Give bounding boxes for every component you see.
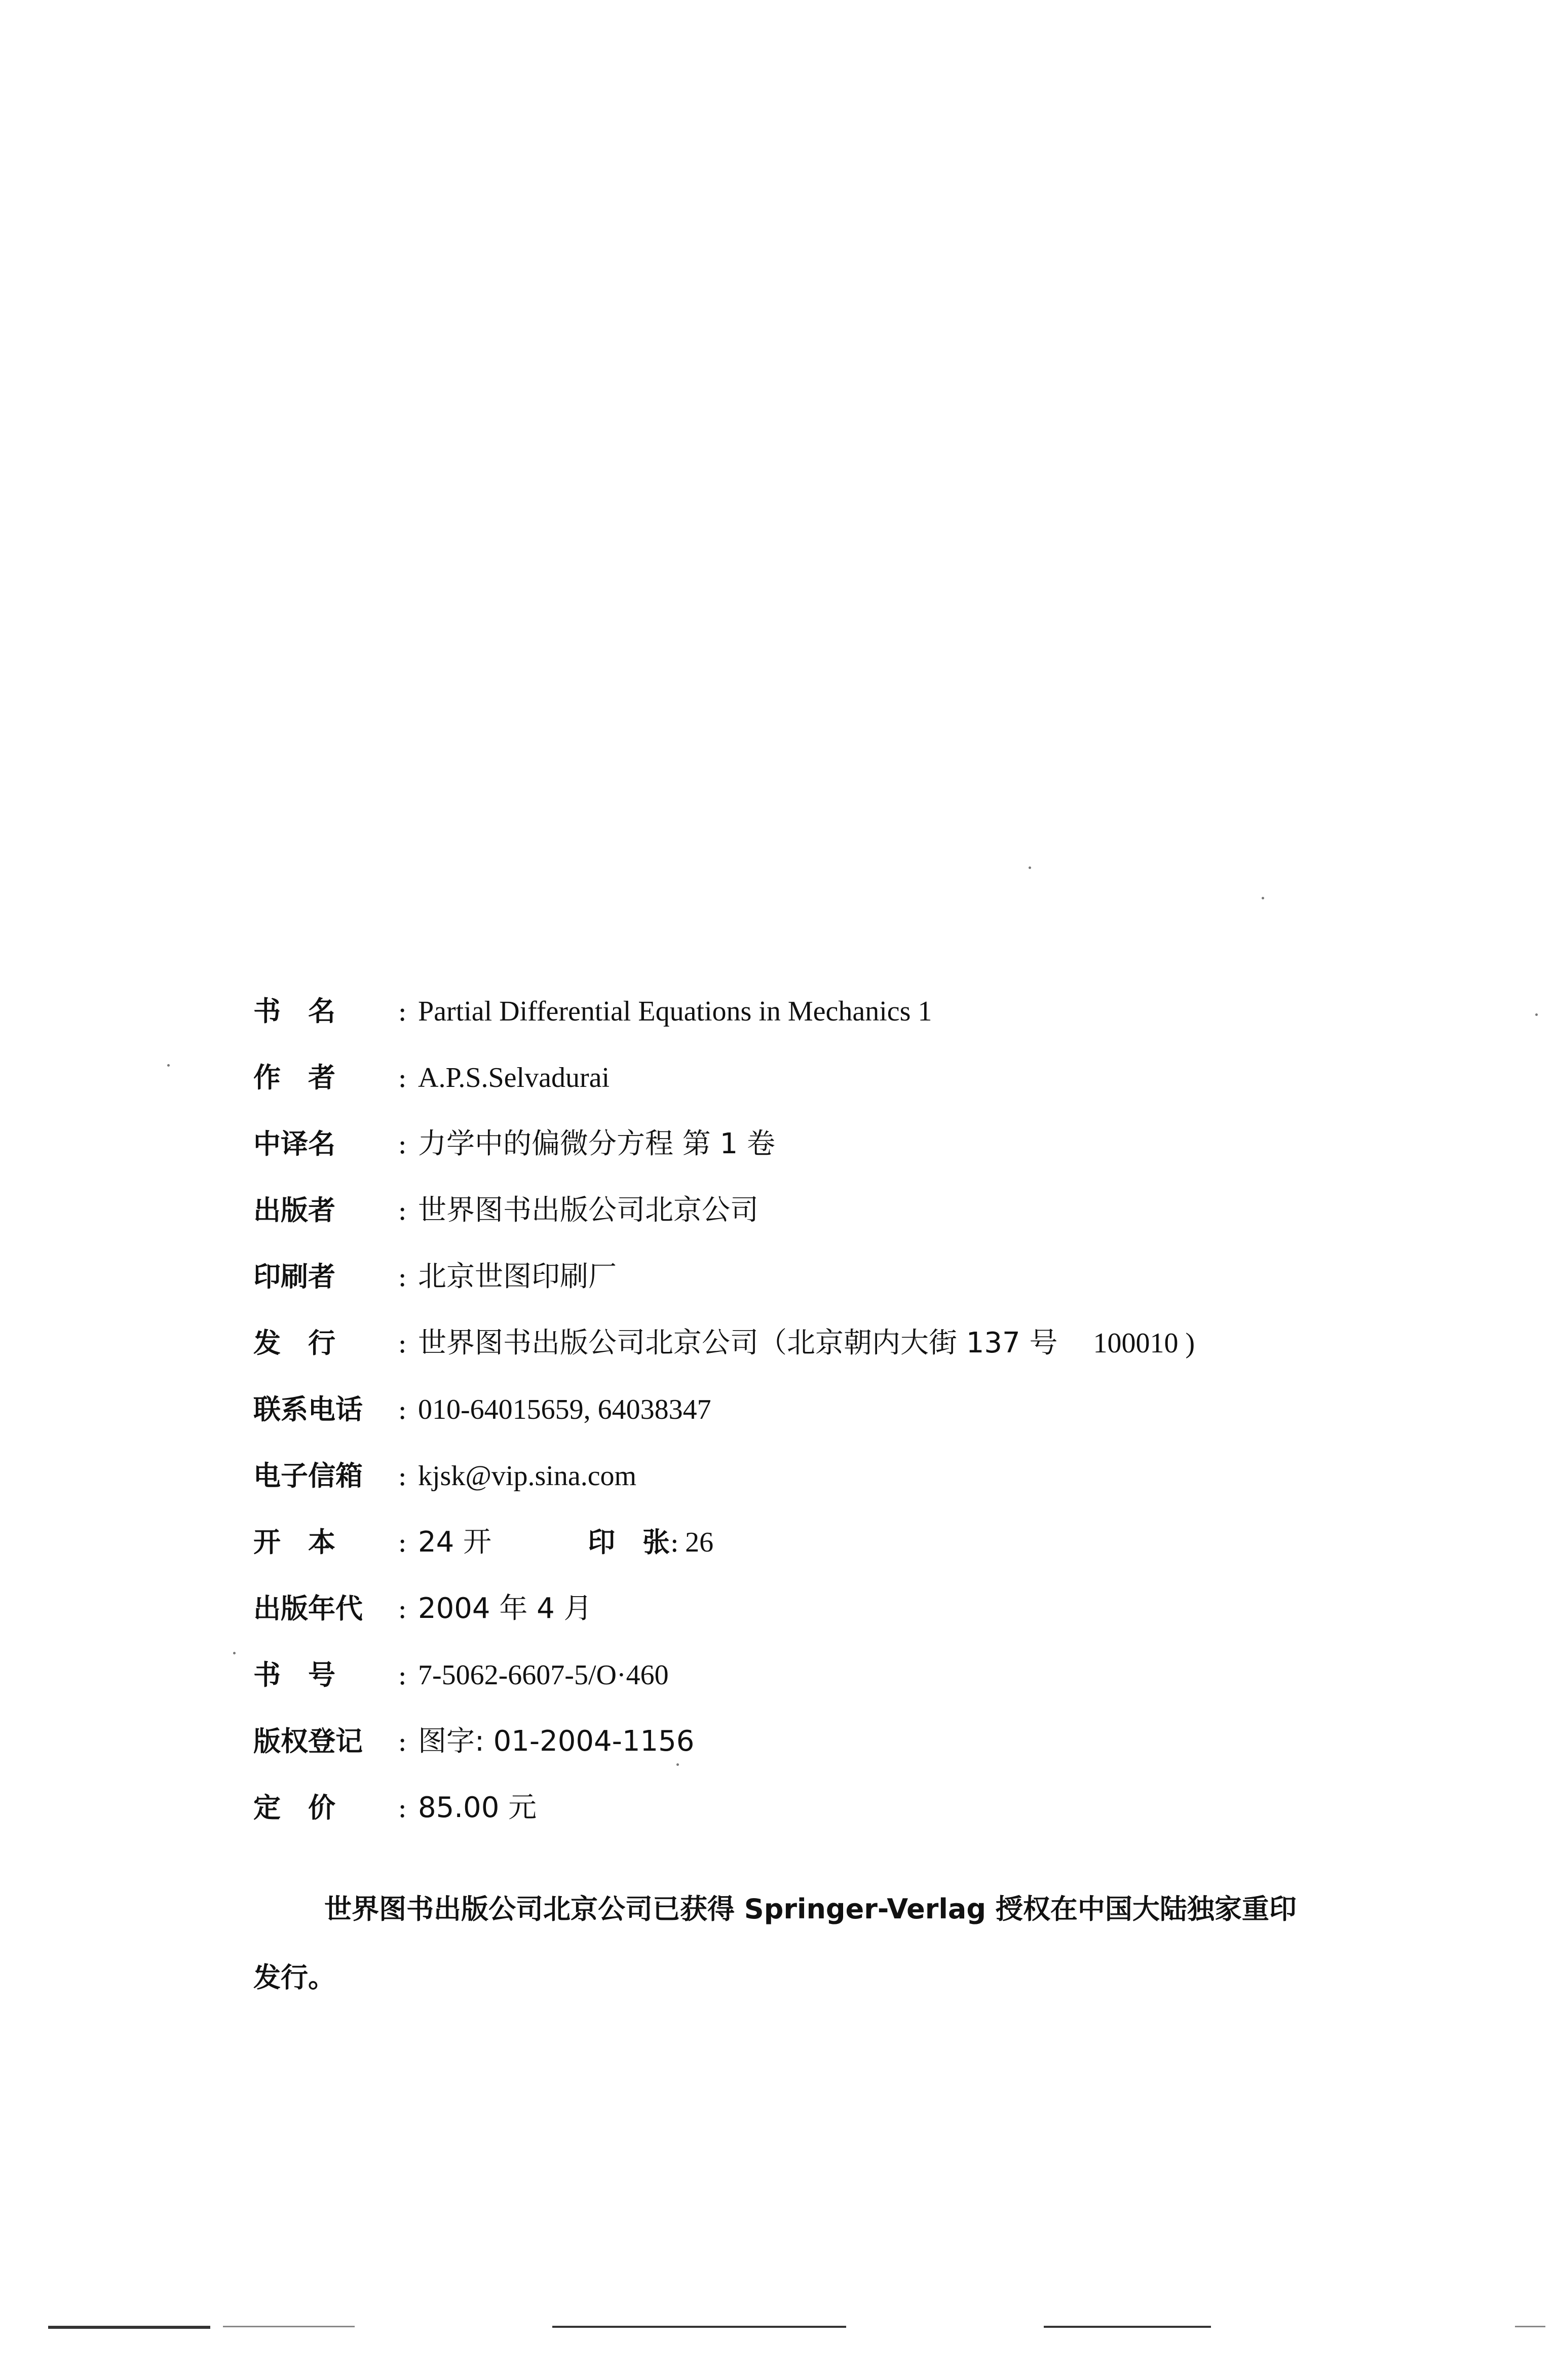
reprint-rights-note: 世界图书出版公司北京公司已获得 Springer-Verlag 授权在中国大陆独家重印发行。 — [253, 1893, 1297, 1993]
value-distributor-postcode: 100010 ) — [1093, 1327, 1195, 1359]
colon: : — [398, 1459, 407, 1492]
scan-speck — [233, 1652, 236, 1654]
value-copyright-registration: 图字: 01-2004-1156 — [418, 1724, 695, 1758]
row-copyright-registration — [253, 1708, 1398, 1774]
row-printer — [253, 1243, 1398, 1310]
value-title: Partial Differential Equations in Mechanics 1 — [418, 995, 932, 1027]
value-sheets: 26 — [685, 1526, 714, 1558]
label-chinese-title: 中译名 — [253, 1127, 335, 1160]
value-isbn: 7-5062-6607-5/O·460 — [418, 1659, 669, 1691]
colon: : — [398, 1194, 407, 1226]
value-publication-date: 2004 年 4 月 — [418, 1592, 592, 1625]
colon: : — [398, 1260, 407, 1293]
label-phone: 联系电话 — [253, 1393, 363, 1425]
row-chinese-title — [253, 1111, 1398, 1177]
scan-speck — [1262, 897, 1264, 899]
value-format: 24 开 — [418, 1525, 492, 1559]
label-publisher: 出版者 — [253, 1194, 335, 1226]
row-author — [253, 1044, 1398, 1111]
label-copyright-registration: 版权登记 — [253, 1725, 363, 1757]
colon: : — [398, 1791, 407, 1824]
scan-speck — [1029, 866, 1031, 869]
value-phone: 010-64015659, 64038347 — [418, 1393, 711, 1425]
value-publisher: 世界图书出版公司北京公司 — [418, 1193, 758, 1227]
colon: : — [398, 1592, 407, 1625]
colon: : — [670, 1526, 679, 1558]
colon: : — [398, 1658, 407, 1691]
colophon-block — [253, 978, 1398, 1841]
rule-segment — [552, 2326, 846, 2328]
colon: : — [398, 1127, 407, 1160]
colon: : — [398, 1061, 407, 1093]
scan-speck — [167, 1064, 170, 1067]
value-chinese-title: 力学中的偏微分方程 第 1 卷 — [418, 1127, 776, 1160]
label-printer: 印刷者 — [253, 1260, 335, 1293]
label-isbn: 书 号 — [253, 1658, 335, 1691]
colon: : — [398, 1725, 407, 1757]
colon: : — [398, 1327, 407, 1359]
row-distributor — [253, 1310, 1398, 1376]
value-printer: 北京世图印刷厂 — [418, 1260, 617, 1293]
scan-speck — [676, 1763, 679, 1766]
label-publication-date: 出版年代 — [253, 1592, 363, 1625]
row-price — [253, 1774, 1398, 1841]
label-title: 书 名 — [253, 995, 335, 1027]
value-distributor: 世界图书出版公司北京公司（北京朝内大街 137 号 — [418, 1326, 1058, 1359]
value-email: kjsk@vip.sina.com — [418, 1460, 637, 1492]
row-publication-date — [253, 1575, 1398, 1642]
colon: : — [398, 1393, 407, 1425]
rule-segment — [1044, 2326, 1211, 2328]
row-format — [253, 1509, 1398, 1575]
rule-segment — [223, 2326, 355, 2327]
colon: : — [398, 995, 407, 1027]
bottom-scan-rule — [0, 2326, 1555, 2336]
row-publisher — [253, 1177, 1398, 1243]
label-email: 电子信箱 — [253, 1459, 363, 1492]
row-title — [253, 978, 1398, 1044]
row-isbn — [253, 1642, 1398, 1708]
label-price: 定 价 — [253, 1791, 335, 1824]
label-sheets: 印 张 — [588, 1526, 670, 1558]
rule-segment — [48, 2326, 210, 2329]
rule-segment — [1515, 2326, 1545, 2327]
value-price: 85.00 元 — [418, 1791, 537, 1824]
scan-speck — [1535, 1013, 1538, 1016]
label-format: 开 本 — [253, 1526, 335, 1558]
row-email — [253, 1443, 1398, 1509]
value-author: A.P.S.Selvadurai — [418, 1062, 610, 1093]
colon: : — [398, 1526, 407, 1558]
label-distributor: 发 行 — [253, 1327, 335, 1359]
label-author: 作 者 — [253, 1061, 335, 1093]
row-phone — [253, 1376, 1398, 1443]
